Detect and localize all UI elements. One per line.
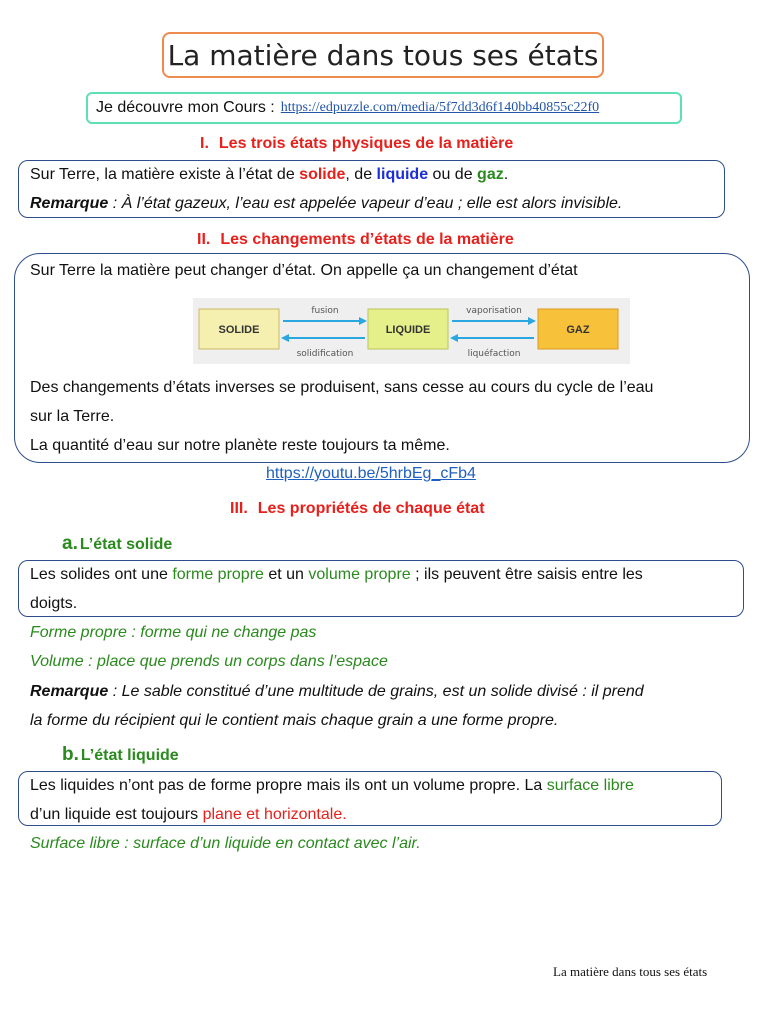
def-forme-propre: Forme propre : forme qui ne change pas: [30, 624, 317, 641]
fusion-label: fusion: [311, 306, 339, 316]
plane-horizontale-term: plane et horizontale.: [202, 806, 347, 823]
liquide-word: liquide: [376, 166, 429, 183]
gaz-label: GAZ: [566, 324, 590, 336]
solide-subheading: [62, 533, 172, 555]
remarque-label: Remarque: [30, 195, 109, 212]
section2-text1: Des changements d’états inverses se produisent, sans cesse au cours du cycle de l’eau: [30, 379, 654, 396]
section2-heading: [197, 231, 514, 249]
solide-remarque-line1: [30, 677, 644, 706]
liquide-subheading: [62, 744, 179, 766]
liquide-title: L’état liquide: [80, 747, 179, 764]
remarque-text: : À l’état gazeux, l’eau est appelée vapeur d’eau ; elle est alors invisible.: [108, 195, 623, 212]
text: Sur Terre, la matière existe à l’état de: [30, 166, 300, 183]
page-title: La matière dans tous ses états: [162, 32, 604, 78]
section2-text2: sur la Terre.: [30, 408, 115, 425]
section1-remarque: [30, 189, 622, 218]
text: ou de: [428, 166, 478, 183]
remarque-label: Remarque: [30, 683, 109, 700]
section2-title: Les changements d’états de la matière: [220, 231, 514, 248]
liquefaction-label: liquéfaction: [467, 349, 521, 359]
liquide-box-line1: [30, 771, 634, 800]
cours-label: Je découvre mon Cours :: [96, 99, 275, 116]
vaporisation-label: vaporisation: [466, 306, 522, 316]
text: ; ils peuvent être saisis entre les: [410, 566, 643, 583]
text: Les liquides n’ont pas de forme propre mais ils ont un volume propre. La: [30, 777, 547, 794]
section1-heading: [200, 135, 513, 153]
solidification-label: solidification: [296, 349, 354, 359]
section3-title: Les propriétés de chaque état: [257, 500, 485, 517]
liquide-label: LIQUIDE: [385, 324, 431, 336]
youtube-link[interactable]: https://youtu.be/5hrbEg_cFb4: [266, 465, 476, 482]
liquide-box-line2: [30, 800, 347, 829]
text: d’un liquide est toujours: [30, 806, 203, 823]
section2-text3: La quantité d’eau sur notre planète reste toujours ta même.: [30, 437, 450, 454]
section2-number: II.: [197, 231, 211, 248]
solide-box-line2: doigts.: [30, 595, 78, 612]
footer-title: La matière dans tous ses états: [553, 964, 708, 979]
text: Les solides ont une: [30, 566, 173, 583]
solide-letter: a.: [62, 533, 78, 554]
surface-libre-term: surface libre: [546, 777, 634, 794]
forme-propre-term: forme propre: [172, 566, 264, 583]
section1-number: I.: [200, 135, 209, 152]
section1-title: Les trois états physiques de la matière: [218, 135, 514, 152]
def-volume: Volume : place que prends un corps dans l’espace: [30, 653, 388, 670]
solide-remarque-line2: la forme du récipient qui le contient mais chaque grain a une forme propre.: [30, 712, 559, 729]
section3-heading: [230, 500, 485, 518]
section2-intro: Sur Terre la matière peut changer d’état. On appelle ça un changement d’état: [30, 262, 578, 279]
remarque-text: : Le sable constitué d’une multitude de grains, est un solide divisé : il prend: [108, 683, 644, 700]
gaz-word: gaz: [477, 166, 504, 183]
liquide-letter: b.: [62, 744, 79, 765]
volume-propre-term: volume propre: [308, 566, 411, 583]
states-diagram: [193, 298, 630, 364]
edpuzzle-link[interactable]: https://edpuzzle.com/media/5f7dd3d6f140bb40855c22f0: [280, 100, 600, 115]
solide-box-line1: [30, 560, 643, 589]
def-surface-libre: Surface libre : surface d’un liquide en contact avec l’air.: [30, 835, 421, 852]
solide-label: SOLIDE: [218, 324, 260, 336]
text: , de: [345, 166, 377, 183]
text: et un: [263, 566, 309, 583]
cours-link-box: [86, 92, 682, 124]
solide-title: L’état solide: [79, 536, 173, 553]
section3-number: III.: [230, 500, 248, 517]
text: .: [503, 166, 509, 183]
solide-word: solide: [299, 166, 346, 183]
section1-line1: [30, 160, 508, 189]
